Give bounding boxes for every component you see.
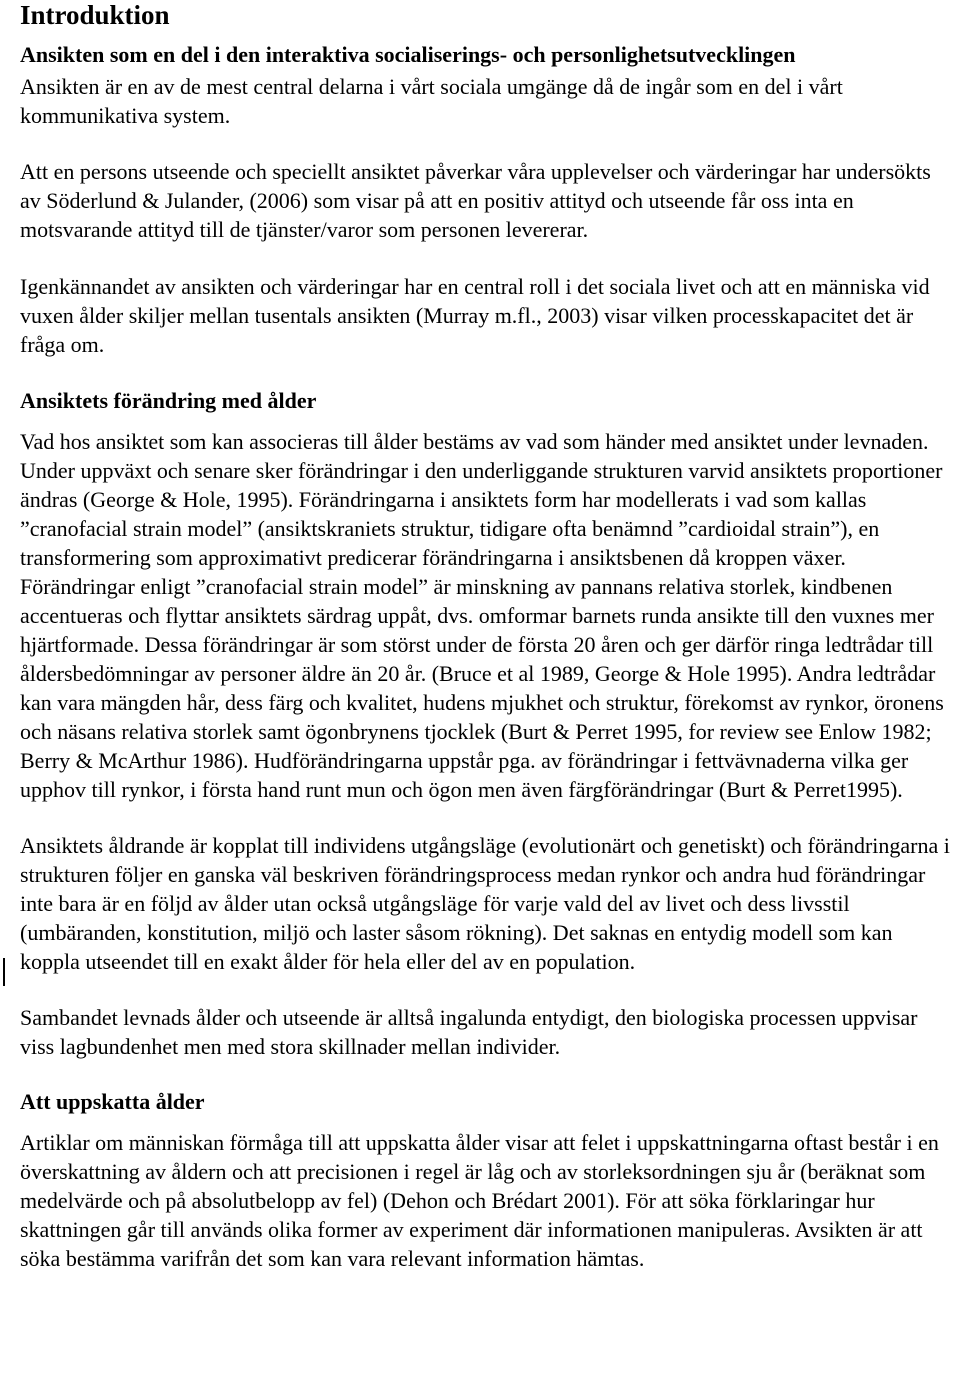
paragraph-aging-baseline: Ansiktets åldrande är kopplat till individens utgångsläge (evolutionärt och genetiskt) och förändringarna i strukturen följer en ganska väl beskriven förändringsprocess medan rynkor och andra hud förändringar inte bara är en följd av ålder utan också utgångsläge för varje vald del av livet och dess livsstil (umbäranden, konstitution, miljö och laster såsom rökning). Det saknas en entydig modell som kan koppla utseendet till en exakt ålder för hela eller del av en population. [20, 833, 950, 974]
paragraph-estimation-accuracy: Artiklar om människan förmåga till att uppskatta ålder visar att felet i uppskattningarna oftast består i en överskattning av åldern och att precisionen i regel är låg och av storleksordningen sju år (beräknat som medelvärde och på absolutbelopp av fel) (Dehon och Brédart 2001). För att söka förklaringar hur skattningen går till används olika former av experiment där informationen manipuleras. Avsikten är att söka bestämma varifrån det som kan vara relevant information hämtas. [20, 1130, 939, 1271]
paragraph-aging-structure: Vad hos ansiktet som kan associeras till ålder bestäms av vad som händer med ansiktet under levnaden. Under uppväxt och senare sker förändringar i den underliggande strukturen varvid ansiktets proportioner ändras (George & Hole, 1995). Förändringarna i ansiktets form har modellerats i vad som kallas ”cranofacial strain model” (ansiktskraniets struktur, tidigare ofta benämnd ”cardioidal strain”), en transformering som approximativt predicerar förändringarna i ansiktsbenen då kroppen växer. Förändringar enligt ”cranofacial strain model” är minskning av pannans relativa storlek, kindbenen accentueras och flyttar ansiktets särdrag uppåt, dvs. omformar barnets runda ansikte till den vuxnes mer hjärtformade. Dessa förändringar är som störst under de första 20 åren och ger därför ringa ledtrådar till åldersbedömningar av personer äldre än 20 år. (Bruce et al 1989, George & Hole 1995). Andra ledtrådar kan vara mängden hår, dess färg och kvalitet, hudens mjukhet och struktur, förekomst av rynkor, öronens och näsans relativa storlek samt ögonbrynens tjocklek (Burt & Perret 1995, for review see Enlow 1982; Berry & McArthur 1986). Hudförändringarna uppstår pga. av förändringar i fettvävnaderna vilka ger upphov till rynkor, i första hand runt mun och ögon men även färgförändringar (Burt & Perret1995). [20, 429, 944, 802]
paragraph-faces-communication: Ansikten är en av de mest central delarna i vårt sociala umgänge då de ingår som en del i vårt kommunikativa system. [20, 74, 843, 128]
document-page [20, 0, 955, 1273]
document-title: Introduktion [20, 0, 170, 30]
section-heading-faces-socialization: Ansikten som en del i den interaktiva socialiserings- och personlighetsutvecklingen [20, 42, 796, 67]
section-heading-estimating-age: Att uppskatta ålder [20, 1089, 205, 1114]
revision-change-bar [3, 958, 5, 986]
section-heading-face-aging: Ansiktets förändring med ålder [20, 388, 317, 413]
paragraph-face-recognition: Igenkännandet av ansikten och värderingar har en central roll i det sociala livet och att en människa vid vuxen ålder skiljer mellan tusentals ansikten (Murray m.fl., 2003) visar vilken processkapacitet det är fråga om. [20, 274, 930, 357]
paragraph-age-appearance-relation: Sambandet levnads ålder och utseende är alltså ingalunda entydigt, den biologiska processen uppvisar viss lagbundenhet men med stora skillnader mellan individer. [20, 1005, 918, 1059]
paragraph-appearance-attitude: Att en persons utseende och speciellt ansiktet påverkar våra upplevelser och värderingar har undersökts av Söderlund & Julander, (2006) som visar på att en positiv attityd och utseende får oss inta en motsvarande attityd till de tjänster/varor som personen levererar. [20, 159, 931, 242]
